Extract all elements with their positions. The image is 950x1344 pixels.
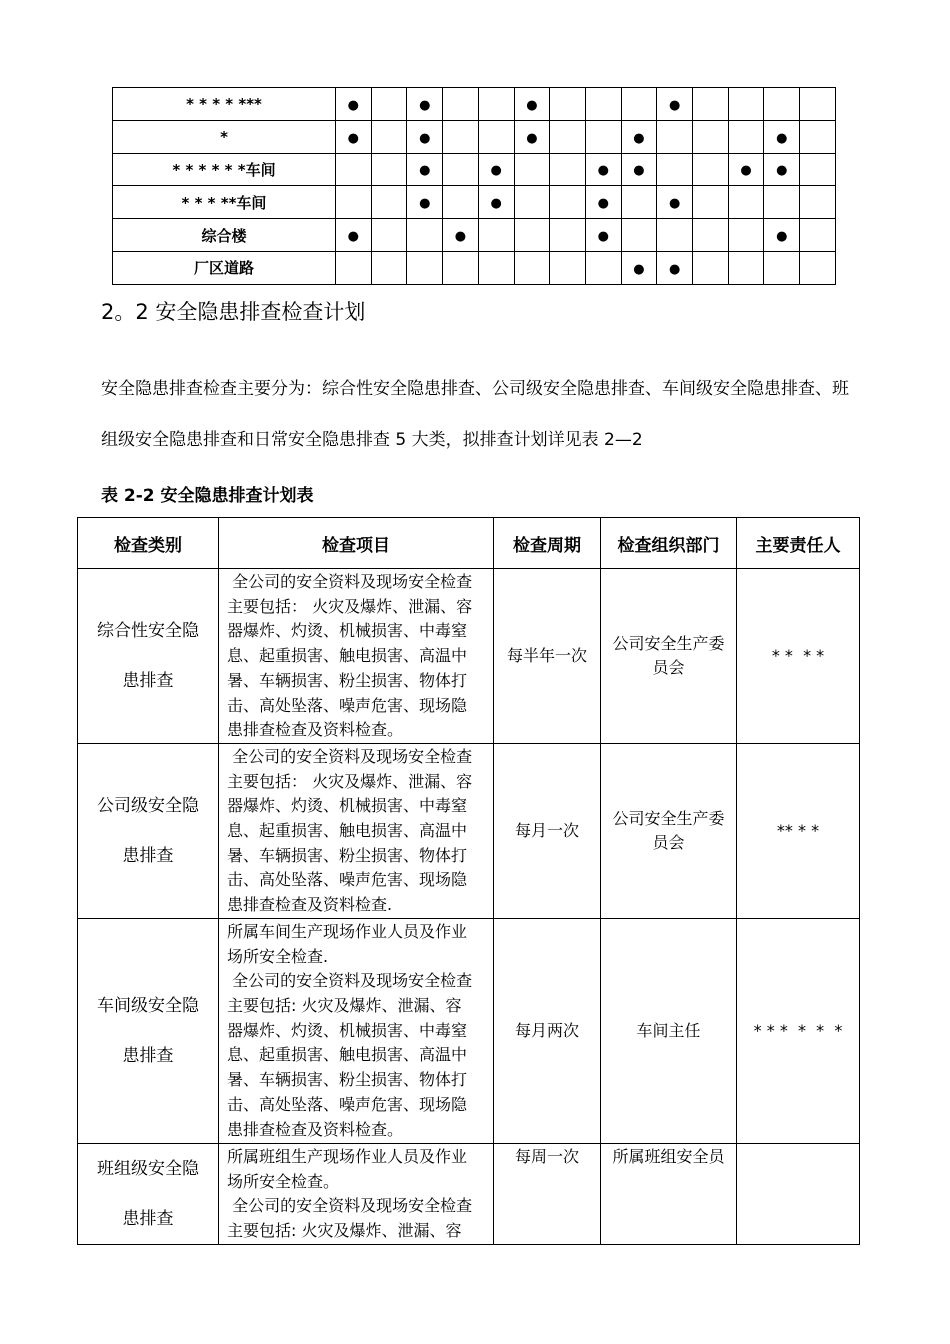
matrix-empty-cell: [585, 251, 621, 284]
matrix-empty-cell: [443, 88, 479, 121]
category-line: 车间级安全隐: [97, 995, 199, 1016]
matrix-empty-cell: [514, 251, 550, 284]
matrix-empty-cell: [693, 251, 729, 284]
items-line: 息、起重损害、触电损害、高温中: [227, 1045, 468, 1065]
row-items: [219, 743, 494, 918]
items-line: 主要包括: 火灾及爆炸、泄漏、容: [227, 996, 462, 1016]
row-items: [219, 569, 494, 744]
row-cycle: 每半年一次: [494, 569, 601, 744]
items-line: 息、起重损害、触电损害、高温中: [227, 821, 468, 841]
items-line: 全公司的安全资料及现场安全检查: [227, 971, 473, 991]
matrix-empty-cell: [514, 219, 550, 252]
matrix-empty-cell: [621, 186, 657, 219]
matrix-empty-cell: [728, 120, 764, 153]
category-line: 患排查: [122, 845, 174, 866]
matrix-empty-cell: [371, 219, 407, 252]
matrix-empty-cell: [550, 219, 586, 252]
matrix-dot-cell: [621, 251, 657, 284]
matrix-empty-cell: [407, 219, 443, 252]
matrix-dot-cell: [478, 186, 514, 219]
matrix-empty-cell: [371, 153, 407, 186]
department-line: 员会: [652, 832, 685, 852]
row-category: [78, 918, 219, 1143]
row-cycle: 每月两次: [494, 918, 601, 1143]
row-person: ** * *: [737, 743, 860, 918]
items-line: 暑、车辆损害、粉尘损害、物体打: [227, 845, 468, 865]
matrix-empty-cell: [621, 88, 657, 121]
row-department: [601, 743, 737, 918]
matrix-empty-cell: [443, 186, 479, 219]
matrix-empty-cell: [800, 251, 836, 284]
matrix-empty-cell: [443, 153, 479, 186]
matrix-empty-cell: [336, 251, 372, 284]
matrix-empty-cell: [550, 120, 586, 153]
matrix-empty-cell: [550, 88, 586, 121]
matrix-empty-cell: [657, 120, 693, 153]
items-line: 患排查检查及资料检查.: [227, 895, 393, 915]
matrix-empty-cell: [800, 88, 836, 121]
matrix-dot-cell: [336, 219, 372, 252]
category-line: 患排查: [122, 1045, 174, 1066]
matrix-empty-cell: [693, 120, 729, 153]
items-line: 场所安全检查。: [227, 1171, 340, 1191]
matrix-empty-cell: [764, 251, 800, 284]
category-line: 患排查: [122, 670, 174, 691]
row-cycle: 每周一次: [494, 1143, 601, 1244]
matrix-empty-cell: [621, 219, 657, 252]
items-line: 击、高处坠落、噪声危害、现场隐: [227, 870, 468, 890]
matrix-row-label: 厂区道路: [113, 251, 336, 284]
matrix-empty-cell: [800, 219, 836, 252]
matrix-dot-cell: [764, 120, 800, 153]
area-inspection-matrix: [112, 87, 836, 285]
matrix-dot-cell: [407, 153, 443, 186]
matrix-dot-cell: [657, 251, 693, 284]
matrix-empty-cell: [478, 251, 514, 284]
matrix-row-label: * * * * ***: [113, 88, 336, 121]
matrix-dot-cell: [407, 88, 443, 121]
matrix-dot-cell: [478, 153, 514, 186]
items-line: 器爆炸、灼烫、机械损害、中毒窒: [227, 621, 468, 641]
items-line: 全公司的安全资料及现场安全检查: [227, 1196, 473, 1216]
matrix-empty-cell: [336, 153, 372, 186]
matrix-empty-cell: [657, 219, 693, 252]
matrix-row-label: 综合楼: [113, 219, 336, 252]
section-paragraph: 安全隐患排查检查主要分为：综合性安全隐患排查、公司级安全隐患排查、车间级安全隐患排查、班组级安全隐患排查和日常安全隐患排查 5 大类，拟排查计划详见表 2—2: [101, 379, 849, 450]
matrix-empty-cell: [550, 251, 586, 284]
matrix-empty-cell: [371, 251, 407, 284]
matrix-dot-cell: [407, 120, 443, 153]
items-line: 所属班组生产现场作业人员及作业: [227, 1146, 468, 1166]
header-items: 检查项目: [219, 518, 494, 569]
category-line: 综合性安全隐: [97, 620, 199, 641]
matrix-row: [113, 219, 836, 252]
matrix-dot-cell: [621, 120, 657, 153]
table-row: [78, 918, 860, 1143]
matrix-empty-cell: [800, 186, 836, 219]
matrix-empty-cell: [371, 186, 407, 219]
category-line: 班组级安全隐: [97, 1158, 199, 1179]
matrix-empty-cell: [550, 186, 586, 219]
matrix-empty-cell: [800, 153, 836, 186]
matrix-dot-cell: [407, 186, 443, 219]
header-category: 检查类别: [78, 518, 219, 569]
matrix-empty-cell: [764, 88, 800, 121]
header-person: 主要责任人: [737, 518, 860, 569]
items-line: 全公司的安全资料及现场安全检查: [227, 572, 473, 591]
matrix-empty-cell: [693, 88, 729, 121]
inspection-plan-table: [77, 517, 860, 1245]
row-cycle: 每月一次: [494, 743, 601, 918]
header-department: 检查组织部门: [601, 518, 737, 569]
matrix-empty-cell: [728, 219, 764, 252]
matrix-row: [113, 88, 836, 121]
matrix-dot-cell: [585, 153, 621, 186]
matrix-empty-cell: [585, 120, 621, 153]
row-category: [78, 569, 219, 744]
matrix-row: [113, 186, 836, 219]
matrix-empty-cell: [657, 153, 693, 186]
matrix-empty-cell: [336, 186, 372, 219]
matrix-dot-cell: [657, 186, 693, 219]
matrix-empty-cell: [693, 186, 729, 219]
row-person: [737, 1143, 860, 1244]
matrix-empty-cell: [443, 120, 479, 153]
category-line: 公司级安全隐: [97, 795, 199, 816]
matrix-row-label: *: [113, 120, 336, 153]
matrix-empty-cell: [585, 88, 621, 121]
matrix-dot-cell: [514, 120, 550, 153]
row-category: [78, 1143, 219, 1244]
items-line: 暑、车辆损害、粉尘损害、物体打: [227, 670, 468, 690]
table-caption: 表 2-2 安全隐患排查计划表: [101, 486, 314, 506]
items-line: 主要包括: 火灾及爆炸、泄漏、容: [227, 1221, 462, 1241]
items-line: 击、高处坠落、噪声危害、现场隐: [227, 1094, 468, 1114]
matrix-empty-cell: [550, 153, 586, 186]
matrix-dot-cell: [336, 120, 372, 153]
items-line: 器爆炸、灼烫、机械损害、中毒窒: [227, 1020, 468, 1040]
items-line: 主要包括： 火灾及爆炸、泄漏、容: [227, 771, 473, 791]
row-department: [601, 1143, 737, 1244]
matrix-row: [113, 120, 836, 153]
items-line: 场所安全检查.: [227, 946, 329, 966]
matrix-dot-cell: [514, 88, 550, 121]
items-line: 息、起重损害、触电损害、高温中: [227, 646, 468, 666]
matrix-empty-cell: [407, 251, 443, 284]
header-cycle: 检查周期: [494, 518, 601, 569]
items-line: 患排查检查及资料检查。: [227, 720, 404, 740]
matrix-empty-cell: [693, 153, 729, 186]
row-items: [219, 1143, 494, 1244]
department-line: 公司安全生产委: [612, 808, 725, 828]
matrix-dot-cell: [728, 153, 764, 186]
matrix-empty-cell: [478, 219, 514, 252]
matrix-empty-cell: [693, 219, 729, 252]
row-items: [219, 918, 494, 1143]
matrix-dot-cell: [764, 153, 800, 186]
matrix-dot-cell: [621, 153, 657, 186]
items-line: 全公司的安全资料及现场安全检查: [227, 746, 473, 766]
matrix-empty-cell: [514, 186, 550, 219]
matrix-row: [113, 153, 836, 186]
table-header-row: [78, 518, 860, 569]
category-line: 患排查: [122, 1208, 174, 1229]
matrix-row: [113, 251, 836, 284]
row-department: [601, 569, 737, 744]
section-heading: 2。2 安全隐患排查检查计划: [101, 300, 366, 324]
matrix-row-label: * * * **车间: [113, 186, 336, 219]
items-line: 主要包括： 火灾及爆炸、泄漏、容: [227, 596, 473, 616]
matrix-empty-cell: [800, 120, 836, 153]
matrix-dot-cell: [443, 219, 479, 252]
matrix-empty-cell: [514, 153, 550, 186]
matrix-empty-cell: [443, 251, 479, 284]
department-line: 公司安全生产委: [612, 633, 725, 653]
matrix-empty-cell: [764, 186, 800, 219]
items-line: 暑、车辆损害、粉尘损害、物体打: [227, 1070, 468, 1090]
matrix-empty-cell: [478, 120, 514, 153]
matrix-dot-cell: [336, 88, 372, 121]
table-row: [78, 1143, 860, 1244]
row-person: * * * *: [737, 569, 860, 744]
matrix-dot-cell: [657, 88, 693, 121]
matrix-row-label: * * * * * *车间: [113, 153, 336, 186]
table-row: [78, 569, 860, 744]
matrix-dot-cell: [764, 219, 800, 252]
items-line: 患排查检查及资料检查。: [227, 1119, 404, 1139]
table-row: [78, 743, 860, 918]
row-department: [601, 918, 737, 1143]
matrix-dot-cell: [585, 219, 621, 252]
row-category: [78, 743, 219, 918]
row-person: * * * * * *: [737, 918, 860, 1143]
matrix-empty-cell: [478, 88, 514, 121]
matrix-empty-cell: [371, 120, 407, 153]
items-line: 击、高处坠落、噪声危害、现场隐: [227, 695, 468, 715]
matrix-empty-cell: [371, 88, 407, 121]
items-line: 所属车间生产现场作业人员及作业: [227, 921, 468, 941]
matrix-dot-cell: [585, 186, 621, 219]
department-line: 所属班组安全员: [612, 1146, 725, 1166]
matrix-empty-cell: [728, 88, 764, 121]
matrix-empty-cell: [728, 186, 764, 219]
matrix-empty-cell: [728, 251, 764, 284]
department-line: 员会: [652, 657, 685, 677]
items-line: 器爆炸、灼烫、机械损害、中毒窒: [227, 796, 468, 816]
department-line: 车间主任: [636, 1020, 701, 1040]
